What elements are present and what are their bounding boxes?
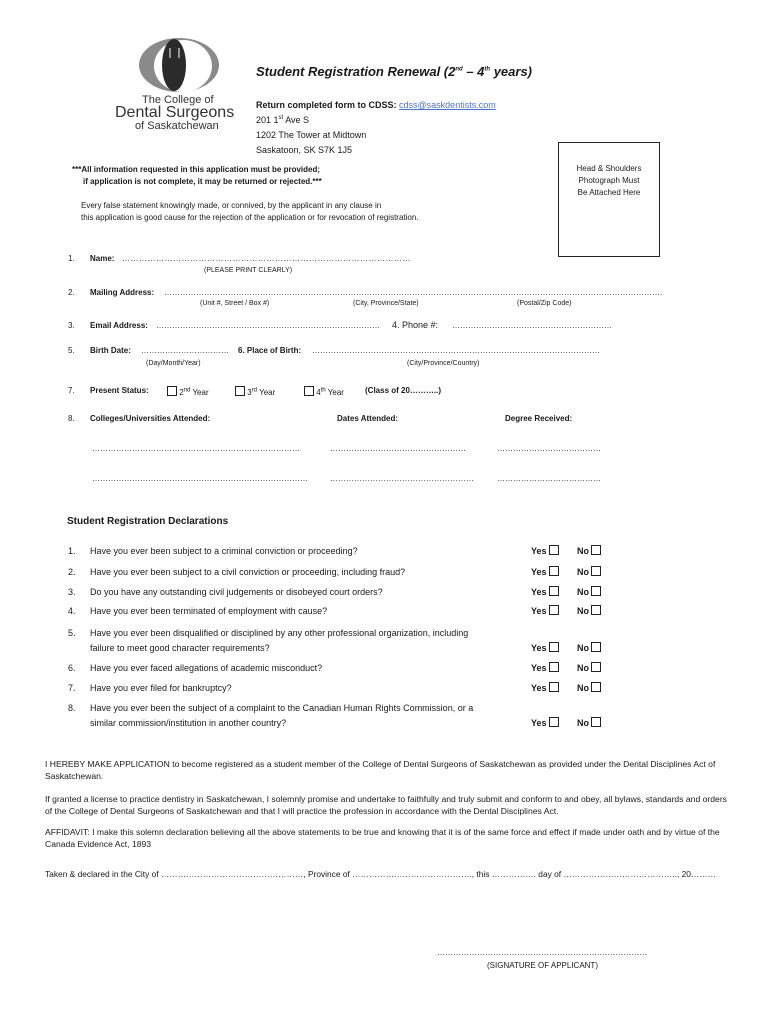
declaration-question — [90, 544, 520, 559]
no-checkbox[interactable] — [591, 605, 601, 615]
degree-label: Degree Received: — [505, 414, 573, 423]
question-line1: Have you ever faced allegations of academic misconduct? — [90, 663, 323, 673]
declaration-question — [90, 661, 520, 676]
dates-field-1[interactable]: …………………………………………… — [330, 444, 466, 453]
question-line2: failure to meet good character requirements? — [90, 643, 270, 653]
yes-checkbox[interactable] — [549, 586, 559, 596]
logo-emblem-icon — [134, 36, 224, 94]
no-checkbox[interactable] — [591, 642, 601, 652]
required-notice: ***All information requested in this application must be provided; if application is not complete, it may be returned or rejected.*** — [72, 165, 322, 186]
return-address — [256, 98, 496, 158]
declaration-number: 8. — [68, 703, 76, 713]
status-label: Present Status: — [90, 386, 149, 395]
declaration-question — [90, 565, 520, 580]
signature-line[interactable]: …………………………………………………….……………… — [437, 948, 648, 957]
declaration-number: 5. — [68, 628, 76, 638]
photo-text1: Head & Shoulders — [576, 164, 642, 173]
logo-line2: Dental Surgeons — [115, 104, 235, 121]
phone-field[interactable]: …………………………………………………… — [452, 321, 612, 330]
hint-city: (City, Province/State) — [353, 300, 419, 307]
status-2nd-option[interactable]: 2nd Year — [165, 386, 209, 397]
false-statement-notice: Every false statement knowingly made, or connived, by the applicant in any clause in this application is good cause for the rejection of the application or for revocation of registration. — [81, 201, 419, 222]
question-line2: similar commission/institution in another country? — [90, 718, 287, 728]
photo-text3: Be Attached Here — [577, 188, 641, 197]
no-checkbox[interactable] — [591, 717, 601, 727]
hint-postal: (Postal/Zip Code) — [517, 300, 572, 307]
yes-option[interactable]: Yes — [531, 586, 559, 597]
checkbox-2nd-year[interactable] — [167, 386, 177, 396]
no-checkbox[interactable] — [591, 682, 601, 692]
declaration-number: 4. — [68, 606, 76, 616]
question-line1: Have you ever been subject to a civil conviction or proceeding, including fraud? — [90, 567, 406, 577]
photo-text2: Photograph Must — [578, 176, 640, 185]
question-line1: Have you ever been disqualified or disciplined by any other professional organization, including — [90, 628, 469, 638]
no-option[interactable]: No — [577, 586, 601, 597]
no-option[interactable]: No — [577, 545, 601, 556]
yes-checkbox[interactable] — [549, 605, 559, 615]
no-checkbox[interactable] — [591, 662, 601, 672]
q3-number: 3. — [68, 321, 75, 330]
email-link[interactable]: cdss@saskdentists.com — [399, 100, 496, 110]
signature-label: (SIGNATURE OF APPLICANT) — [487, 961, 598, 970]
question-line1: Have you ever filed for bankruptcy? — [90, 683, 232, 693]
yes-checkbox[interactable] — [549, 566, 559, 576]
q7-number: 7. — [68, 386, 75, 395]
birth-label: Birth Date: — [90, 346, 131, 355]
name-label: Name: — [90, 254, 115, 263]
dates-label: Dates Attended: — [337, 414, 399, 423]
declaration-question — [90, 585, 520, 600]
yes-checkbox[interactable] — [549, 545, 559, 555]
phone-label: 4. Phone #: — [392, 320, 439, 330]
affidavit-statement: AFFIDAVIT: I make this solemn declaration believing all the above statements to be true and knowing that it is of the same force and effect if made under oath and by virtue of the Canada Evidence Act, 1893 — [45, 827, 720, 849]
logo-line3: of Saskatchewan — [135, 120, 219, 132]
class-of-field[interactable]: (Class of 20………..) — [365, 386, 442, 395]
no-option[interactable]: No — [577, 717, 601, 728]
question-line1: Have you ever been terminated of employment with cause? — [90, 606, 328, 616]
hint-birth: (Day/Month/Year) — [146, 360, 201, 367]
colleges-label: Colleges/Universities Attended: — [90, 414, 211, 423]
address-line1: 201 1st Ave S — [256, 115, 310, 125]
declaration-question — [90, 701, 520, 731]
checkbox-3rd-year[interactable] — [235, 386, 245, 396]
yes-option[interactable]: Yes — [531, 545, 559, 556]
name-hint: (PLEASE PRINT CLEARLY) — [204, 267, 293, 274]
photo-box — [558, 142, 660, 257]
hint-unit: (Unit #, Street / Box #) — [200, 300, 270, 307]
no-option[interactable]: No — [577, 642, 601, 653]
application-statement: I HEREBY MAKE APPLICATION to become registered as a student member of the College of Dental Surgeons of Saskatchewan as provided under the Dental Disciplines Act of Saskatchewan. — [45, 759, 716, 781]
q5-number: 5. — [68, 346, 75, 355]
college-field-2[interactable]: ……………………………………………………………………… — [92, 474, 308, 483]
taken-declared-line[interactable]: Taken & declared in the City of ……………………………………………, Province of ……………………………………., this ……………. day of ………………………………….., 20……… — [45, 869, 717, 879]
yes-option[interactable]: Yes — [531, 662, 559, 673]
return-label: Return completed form to CDSS: — [256, 100, 397, 110]
page-title: Student Registration Renewal (2nd – 4th years) — [256, 64, 532, 79]
no-option[interactable]: No — [577, 682, 601, 693]
declaration-number: 3. — [68, 587, 76, 597]
yes-checkbox[interactable] — [549, 642, 559, 652]
yes-checkbox[interactable] — [549, 662, 559, 672]
question-line1: Have you ever been subject to a criminal conviction or proceeding? — [90, 546, 358, 556]
yes-checkbox[interactable] — [549, 717, 559, 727]
email-label: Email Address: — [90, 321, 148, 330]
q2-number: 2. — [68, 288, 75, 297]
declaration-number: 6. — [68, 663, 76, 673]
q1-number: 1. — [68, 254, 75, 263]
no-option[interactable]: No — [577, 662, 601, 673]
birth-field[interactable]: …………………………… — [141, 346, 229, 355]
declaration-question — [90, 604, 520, 619]
degree-field-2[interactable]: ………………………………… — [497, 474, 601, 483]
yes-option[interactable]: Yes — [531, 717, 559, 728]
dates-field-2[interactable]: ……………………………………………… — [330, 474, 474, 483]
no-checkbox[interactable] — [591, 586, 601, 596]
declaration-number: 7. — [68, 683, 76, 693]
no-option[interactable]: No — [577, 566, 601, 577]
checkbox-4th-year[interactable] — [304, 386, 314, 396]
yes-checkbox[interactable] — [549, 682, 559, 692]
hint-place: (City/Province/Country) — [407, 360, 480, 367]
declaration-number: 1. — [68, 546, 76, 556]
question-line1: Have you ever been the subject of a complaint to the Canadian Human Rights Commission, or a — [90, 703, 474, 713]
degree-field-1[interactable]: ………………………………… — [497, 444, 601, 453]
yes-option[interactable]: Yes — [531, 682, 559, 693]
no-checkbox[interactable] — [591, 545, 601, 555]
status-4th-option[interactable]: 4th Year — [302, 386, 344, 397]
logo-line1: The College of — [142, 94, 214, 106]
question-line1: Do you have any outstanding civil judgements or disobeyed court orders? — [90, 587, 383, 597]
declarations-heading: Student Registration Declarations — [67, 516, 229, 527]
promise-statement: If granted a license to practice dentistry in Saskatchewan, I solemnly promise and undertake to faithfully and truly submit and conform to and obey, all bylaws, standards and orders of the College of Dental Surgeons of Saskatchewan and that I will practice the profession in accordance with the Dental Disciplines Act. — [45, 794, 727, 816]
yes-option[interactable]: Yes — [531, 566, 559, 577]
mailing-field[interactable]: ……………………………………………………………………………………………………………………………………………………………………. — [164, 288, 663, 297]
place-label: 6. Place of Birth: — [238, 346, 302, 355]
name-field[interactable]: ………………………………………………………………………………………… — [122, 254, 411, 263]
no-checkbox[interactable] — [591, 566, 601, 576]
email-field[interactable]: ………………………………………………………………………… — [156, 321, 380, 330]
address-line3: Saskatoon, SK S7K 1J5 — [256, 145, 353, 155]
declaration-number: 2. — [68, 567, 76, 577]
yes-option[interactable]: Yes — [531, 642, 559, 653]
declaration-question — [90, 681, 520, 696]
place-field[interactable]: ……………………………………………………………………………………………… — [312, 346, 600, 355]
college-field-1[interactable]: …………………………………………………………………… — [92, 444, 300, 453]
declaration-question — [90, 626, 520, 656]
status-3rd-option[interactable]: 3rd Year — [233, 386, 275, 397]
mailing-label: Mailing Address: — [90, 288, 155, 297]
no-option[interactable]: No — [577, 605, 601, 616]
yes-option[interactable]: Yes — [531, 605, 559, 616]
address-line2: 1202 The Tower at Midtown — [256, 130, 367, 140]
q8-number: 8. — [68, 414, 75, 423]
